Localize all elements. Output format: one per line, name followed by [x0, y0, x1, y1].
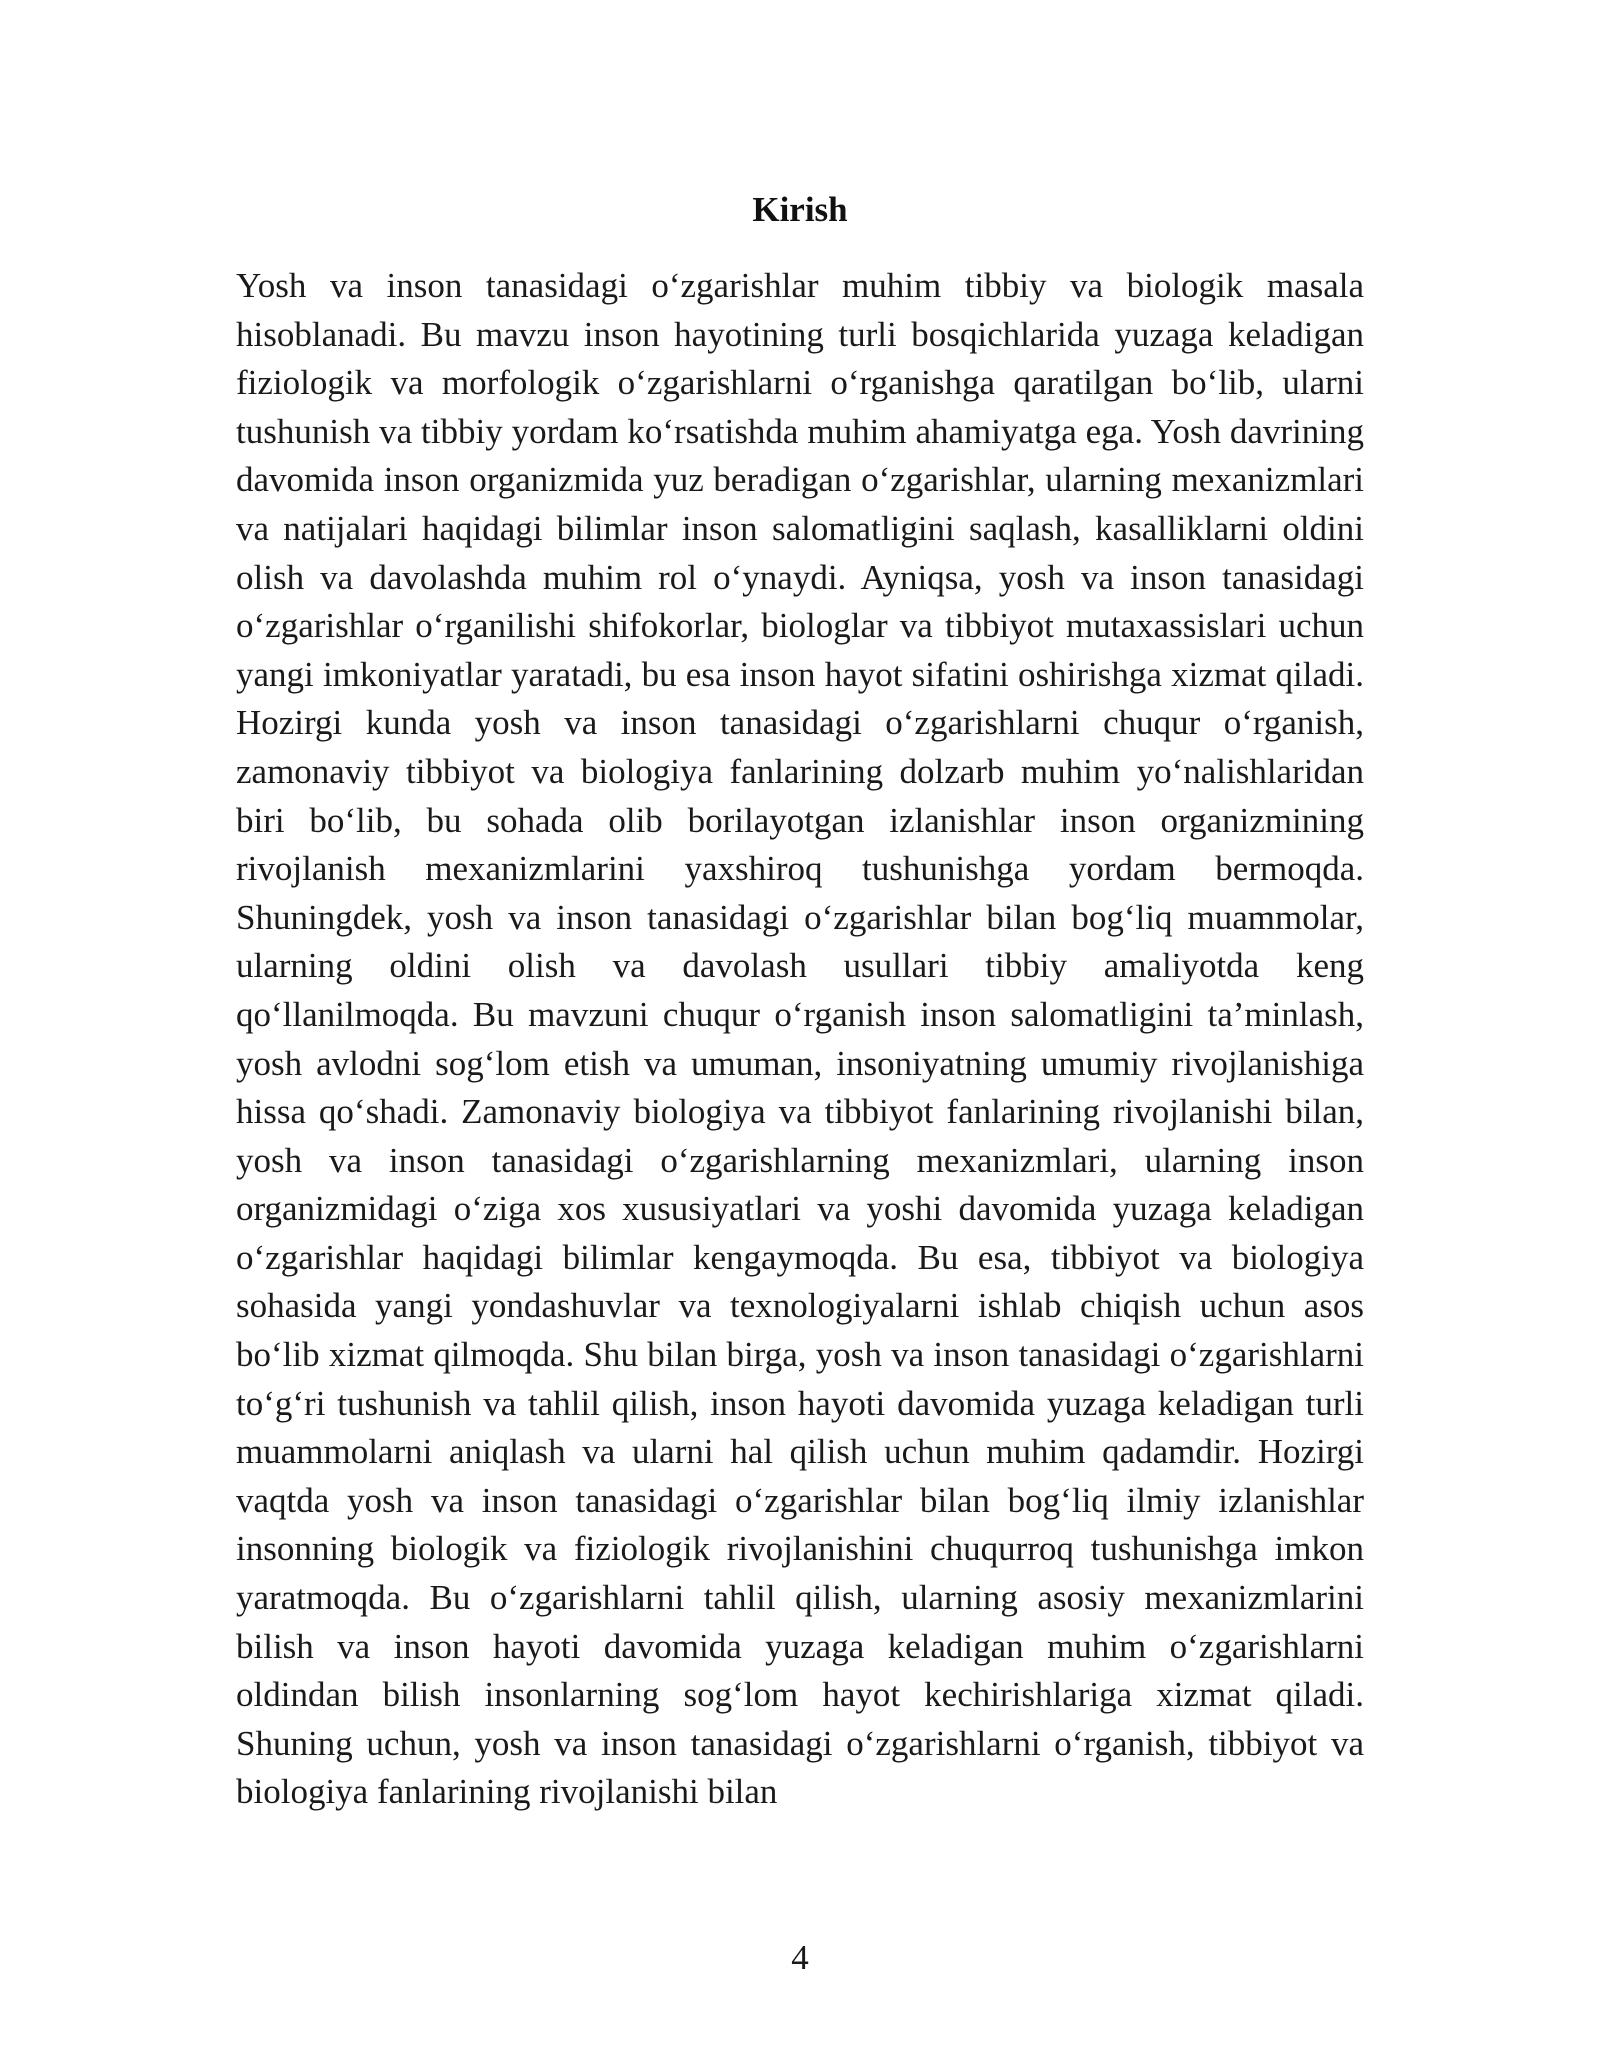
body-paragraph: Yosh va inson tanasidagi o‘zgarishlar muhim tibbiy va biologik masala hisoblanadi. Bu mavzu inson hayotining turli bosqichlarida yuzaga keladigan fiziologik va morfologik o‘zgarishlarni o‘rganishga qaratilgan bo‘lib, ularni tushunish va tibbiy yordam ko‘rsatishda muhim ahamiyatga ega. Yosh davrining davomida inson organizmida yuz beradigan o‘zgarishlar, ularning mexanizmlari va natijalari haqidagi bilimlar inson salomatligini saqlash, kasalliklarni oldini olish va davolashda muhim rol o‘ynaydi. Ayniqsa, yosh va inson tanasidagi o‘zgarishlar o‘rganilishi shifokorlar, biologlar va tibbiyot mutaxassislari uchun yangi imkoniyatlar yaratadi, bu esa inson hayot sifatini oshirishga xizmat qiladi. Hozirgi kunda yosh va inson tanasidagi o‘zgarishlarni chuqur o‘rganish, zamonaviy tibbiyot va biologiya fanlarining dolzarb muhim yo‘nalishlaridan biri bo‘lib, bu sohada olib borilayotgan izlanishlar inson organizmining rivojlanish mexanizmlarini yaxshiroq tushunishga yordam bermoqda. Shuningdek, yosh va inson tanasidagi o‘zgarishlar bilan bog‘liq muammolar, ularning oldini olish va davolash usullari tibbiy amaliyotda keng qo‘llanilmoqda. Bu mavzuni chuqur o‘rganish inson salomatligini ta’minlash, yosh avlodni sog‘lom etish va umuman, insoniyatning umumiy rivojlanishiga hissa qo‘shadi. Zamonaviy biologiya va tibbiyot fanlarining rivojlanishi bilan, yosh va inson tanasidagi o‘zgarishlarning mexanizmlari, ularning inson organizmidagi o‘ziga xos xususiyatlari va yoshi davomida yuzaga keladigan o‘zgarishlar haqidagi bilimlar kengaymoqda. Bu esa, tibbiyot va biologiya sohasida yangi yondashuvlar va texnologiyalarni ishlab chiqish uchun asos bo‘lib xizmat qilmoqda. Shu bilan birga, yosh va inson tanasidagi o‘zgarishlarni to‘g‘ri tushunish va tahlil qilish, inson hayoti davomida yuzaga keladigan turli muammolarni aniqlash va ularni hal qilish uchun muhim qadamdir. Hozirgi vaqtda yosh va inson tanasidagi o‘zgarishlar bilan bog‘liq ilmiy izlanishlar insonning biologik va fiziologik rivojlanishini chuqurroq tushunishga imkon yaratmoqda. Bu o‘zgarishlarni tahlil qilish, ularning asosiy mexanizmlarini bilish va inson hayoti davomida yuzaga keladigan muhim o‘zgarishlarni oldindan bilish insonlarning sog‘lom hayot kechirishlariga xizmat qiladi. Shuning uchun, yosh va inson tanasidagi o‘zgarishlarni o‘rganish, tibbiyot va biologiya fanlarining rivojlanishi bilan — [236, 266, 1364, 1812]
page-number: 4 — [791, 1938, 809, 1977]
section-title: Kirish — [752, 190, 848, 229]
